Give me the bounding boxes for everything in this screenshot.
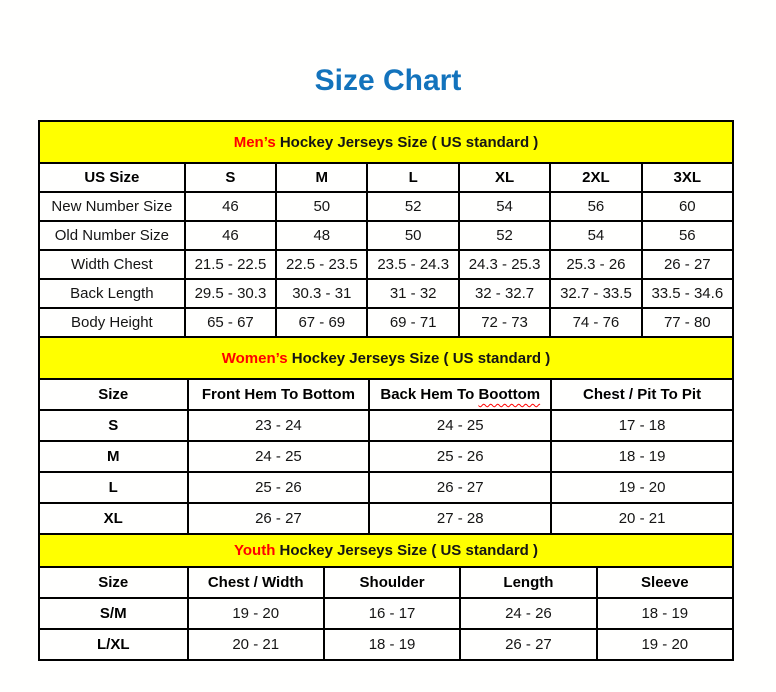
column-header: Size	[39, 567, 188, 598]
row-label: Old Number Size	[39, 221, 185, 250]
size-value-cell: 32 - 32.7	[459, 279, 550, 308]
size-value-cell: 52	[459, 221, 550, 250]
size-value-cell: 24 - 25	[369, 410, 551, 441]
size-value-cell: 74 - 76	[550, 308, 641, 337]
column-header: L	[367, 163, 458, 192]
column-header: S	[185, 163, 276, 192]
misspelled-word: Boottom	[478, 386, 541, 403]
size-value-cell: 31 - 32	[367, 279, 458, 308]
column-header: US Size	[39, 163, 185, 192]
size-value-cell: 23.5 - 24.3	[367, 250, 458, 279]
size-value-cell: 77 - 80	[642, 308, 733, 337]
size-value-cell: 20 - 21	[551, 503, 733, 534]
size-value-cell: 54	[459, 192, 550, 221]
size-value-cell: 24 - 25	[188, 441, 370, 472]
size-value-cell: 56	[642, 221, 733, 250]
size-value-cell: 25.3 - 26	[550, 250, 641, 279]
row-label: L/XL	[39, 629, 188, 660]
column-header: 3XL	[642, 163, 733, 192]
size-value-cell: 24.3 - 25.3	[459, 250, 550, 279]
womens-table-body	[39, 337, 733, 534]
table-row	[39, 279, 733, 308]
column-header: 2XL	[550, 163, 641, 192]
size-value-cell: 29.5 - 30.3	[185, 279, 276, 308]
row-label: M	[39, 441, 188, 472]
table-row	[39, 192, 733, 221]
table-row	[39, 441, 733, 472]
mens-section-band	[39, 121, 733, 163]
size-value-cell: 17 - 18	[551, 410, 733, 441]
size-value-cell: 72 - 73	[459, 308, 550, 337]
table-row	[39, 308, 733, 337]
size-value-cell: 25 - 26	[188, 472, 370, 503]
row-label: S/M	[39, 598, 188, 629]
table-row	[39, 410, 733, 441]
column-header: M	[276, 163, 367, 192]
column-header: Shoulder	[324, 567, 460, 598]
size-value-cell: 21.5 - 22.5	[185, 250, 276, 279]
mens-section-band-row	[39, 121, 733, 163]
mens-group-label: Men’s	[233, 133, 276, 151]
size-value-cell: 20 - 21	[188, 629, 324, 660]
youth-section-title-text: Hockey Jerseys Size ( US standard )	[275, 542, 538, 559]
womens-section-band	[39, 337, 733, 379]
size-value-cell: 69 - 71	[367, 308, 458, 337]
size-value-cell: 18 - 19	[597, 598, 733, 629]
mens-table-body	[39, 121, 733, 337]
womens-group-label: Women’s	[221, 349, 288, 367]
table-row	[39, 221, 733, 250]
column-header: Chest / Pit To Pit	[551, 379, 733, 410]
size-value-cell: 26 - 27	[188, 503, 370, 534]
size-value-cell: 16 - 17	[324, 598, 460, 629]
row-label: Body Height	[39, 308, 185, 337]
size-value-cell: 27 - 28	[369, 503, 551, 534]
size-value-cell: 50	[276, 192, 367, 221]
column-header: Front Hem To Bottom	[188, 379, 370, 410]
row-label: L	[39, 472, 188, 503]
column-header: Back Hem To Boottom	[369, 379, 551, 410]
row-label: S	[39, 410, 188, 441]
youth-group-label: Youth	[234, 542, 276, 559]
size-value-cell: 54	[550, 221, 641, 250]
mens-size-table	[38, 120, 734, 338]
column-header: Chest / Width	[188, 567, 324, 598]
size-value-cell: 50	[367, 221, 458, 250]
size-value-cell: 60	[642, 192, 733, 221]
youth-section-band-row	[39, 534, 733, 567]
womens-section-band-row	[39, 337, 733, 379]
womens-section-title-text: Hockey Jerseys Size ( US standard )	[287, 349, 551, 367]
row-label: Width Chest	[39, 250, 185, 279]
size-tables-container	[38, 120, 734, 661]
size-value-cell: 67 - 69	[276, 308, 367, 337]
size-value-cell: 18 - 19	[551, 441, 733, 472]
column-header: Sleeve	[597, 567, 733, 598]
womens-size-table	[38, 336, 734, 535]
size-value-cell: 23 - 24	[188, 410, 370, 441]
womens-header-row	[39, 379, 733, 410]
table-row	[39, 250, 733, 279]
size-value-cell: 46	[185, 221, 276, 250]
size-value-cell: 19 - 20	[551, 472, 733, 503]
size-value-cell: 22.5 - 23.5	[276, 250, 367, 279]
youth-header-row	[39, 567, 733, 598]
table-row	[39, 472, 733, 503]
size-value-cell: 32.7 - 33.5	[550, 279, 641, 308]
column-header: XL	[459, 163, 550, 192]
size-value-cell: 56	[550, 192, 641, 221]
size-value-cell: 19 - 20	[188, 598, 324, 629]
youth-section-band	[39, 534, 733, 567]
size-value-cell: 26 - 27	[369, 472, 551, 503]
column-header: Length	[460, 567, 596, 598]
size-value-cell: 65 - 67	[185, 308, 276, 337]
size-value-cell: 26 - 27	[642, 250, 733, 279]
size-value-cell: 46	[185, 192, 276, 221]
size-value-cell: 24 - 26	[460, 598, 596, 629]
row-label: Back Length	[39, 279, 185, 308]
table-row	[39, 598, 733, 629]
row-label: XL	[39, 503, 188, 534]
youth-table-body	[39, 534, 733, 660]
size-value-cell: 26 - 27	[460, 629, 596, 660]
mens-section-title-text: Hockey Jerseys Size ( US standard )	[275, 133, 539, 151]
mens-header-row	[39, 163, 733, 192]
size-value-cell: 30.3 - 31	[276, 279, 367, 308]
table-row	[39, 503, 733, 534]
row-label: New Number Size	[39, 192, 185, 221]
size-value-cell: 33.5 - 34.6	[642, 279, 733, 308]
youth-size-table	[38, 533, 734, 661]
size-value-cell: 52	[367, 192, 458, 221]
size-value-cell: 18 - 19	[324, 629, 460, 660]
column-header: Size	[39, 379, 188, 410]
size-value-cell: 48	[276, 221, 367, 250]
page-title: Size Chart	[314, 64, 462, 97]
size-value-cell: 25 - 26	[369, 441, 551, 472]
size-value-cell: 19 - 20	[597, 629, 733, 660]
table-row	[39, 629, 733, 660]
